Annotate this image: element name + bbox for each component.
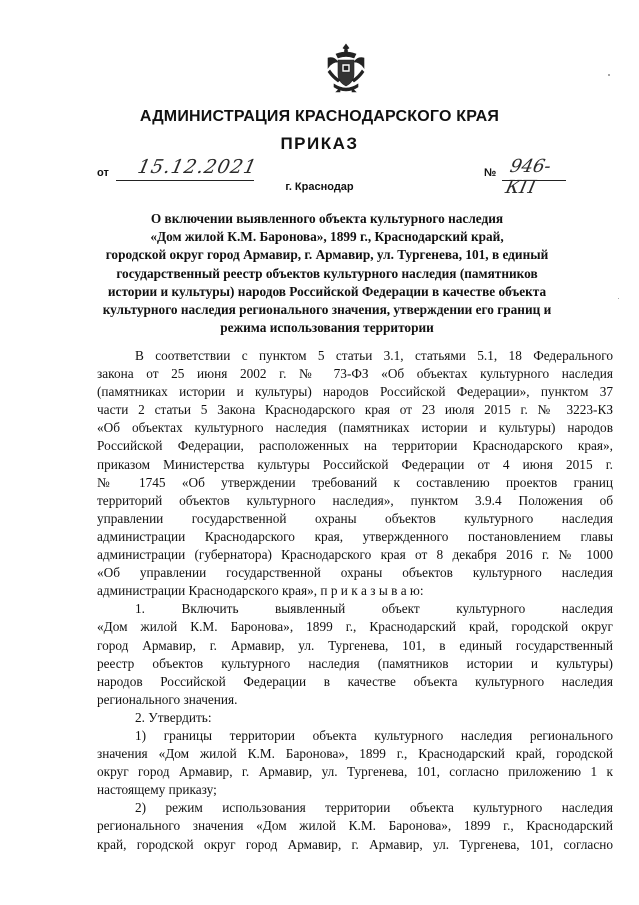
body-line: части 2 статьи 5 Закона Краснодарского края от 23 июля 2015 г. № 3223-КЗ	[97, 402, 613, 418]
body-line: закона от 25 июня 2002 г. № 73-ФЗ «Об объектах культурного наследия	[97, 366, 613, 382]
body-line: «Об объектах культурного наследия (памятниках истории и культуры) народов	[97, 420, 613, 436]
body-line: значения «Дом жилой К.М. Баронова», 1899 г., Краснодарский край, городской	[97, 746, 613, 762]
body-line: «Дом жилой К.М. Баронова», 1899 г., Краснодарский край, городской округ	[97, 619, 613, 635]
body-line: 2) режим использования территории объекта культурного наследия	[135, 800, 613, 816]
date-field	[116, 156, 260, 181]
body-line: край, городской округ город Армавир, г. Армавир, ул. Тургенева, 101, согласно	[97, 836, 613, 852]
body-line: регионального значения «Дом жилой К.М. Баронова», 1899 г., Краснодарский	[97, 818, 613, 834]
document-type-heading: ПРИКАЗ	[280, 134, 359, 153]
body-line: «Об управлении государственной охраны объектов культурного наследия	[97, 565, 613, 581]
body-line: народов Российской Федерации в качестве объекта культурного наследия	[97, 673, 613, 689]
coat-of-arms-emblem	[322, 42, 370, 94]
city-label: г. Краснодар	[285, 181, 354, 193]
body-line: территорий объектов культурного наследия», пунктом 3.9.4 Положения об	[97, 492, 613, 508]
body-line: реестр объектов культурного наследия (памятников истории и культуры)	[97, 655, 613, 671]
document-title	[86, 210, 568, 337]
body-line: № 1745 «Об утверждении требований к составлению проектов границ	[97, 474, 613, 490]
title-line: городской округ город Армавир, г. Армавир, ул. Тургенева, 101, в единый	[105, 247, 549, 263]
body-line: приказом Министерства культуры Российской Федерации от 4 июня 2015 г.	[97, 456, 613, 472]
document-body	[97, 347, 613, 854]
body-line: 1) границы территории объекта культурного наследия регионального	[135, 727, 613, 743]
body-line: настоящему приказу;	[97, 782, 217, 798]
title-line: «Дом жилой К.М. Баронова», 1899 г., Краснодарский край,	[150, 229, 504, 245]
body-line: город Армавир, г. Армавир, ул. Тургенева, 101, в единый государственный	[97, 637, 613, 653]
body-line: 2. Утвердить:	[135, 709, 212, 725]
number-field	[502, 156, 566, 198]
body-line: Российской Федерации, расположенных на территории Краснодарского края»,	[97, 438, 613, 454]
number-label: №	[484, 167, 497, 179]
date-label: от	[97, 167, 109, 179]
title-line: истории и культуры) народов Российской Федерации в качестве объекта	[107, 283, 547, 299]
body-line: администрации Краснодарского края», п р и к а з ы в а ю:	[97, 583, 424, 599]
organization-heading: АДМИНИСТРАЦИЯ КРАСНОДАРСКОГО КРАЯ	[139, 108, 500, 125]
scan-speck	[608, 74, 610, 76]
body-line: администрации Краснодарского края, утвержденного постановлением главы	[97, 528, 613, 544]
title-line: режима использования территории	[220, 320, 434, 336]
title-line: культурного наследия регионального значения, утверждении его границ и	[102, 302, 552, 318]
handwritten-date: 15.12.2021	[135, 156, 260, 178]
body-line: (памятниках истории и культуры) народов Российской Федерации», пунктом 37	[97, 384, 613, 400]
body-line: округ город Армавир, г. Армавир, ул. Тургенева, 101, согласно приложению 1 к	[97, 764, 613, 780]
title-line: государственный реестр объектов культурного наследия (памятников	[116, 265, 538, 281]
body-line: В соответствии с пунктом 5 статьи 3.1, статьями 5.1, 18 Федерального	[135, 348, 613, 363]
body-line: регионального значения.	[97, 691, 238, 707]
title-line: О включении выявленного объекта культурного наследия	[150, 211, 504, 226]
scan-speck	[618, 298, 619, 299]
handwritten-number: 946-КП	[503, 156, 553, 198]
body-line: администрации (губернатора) Краснодарского края от 8 декабря 2016 г. № 1000	[97, 547, 613, 563]
body-line: 1. Включить выявленный объект культурного наследия	[135, 601, 613, 617]
body-line: управлении государственной охраны объектов культурного наследия	[97, 510, 613, 526]
